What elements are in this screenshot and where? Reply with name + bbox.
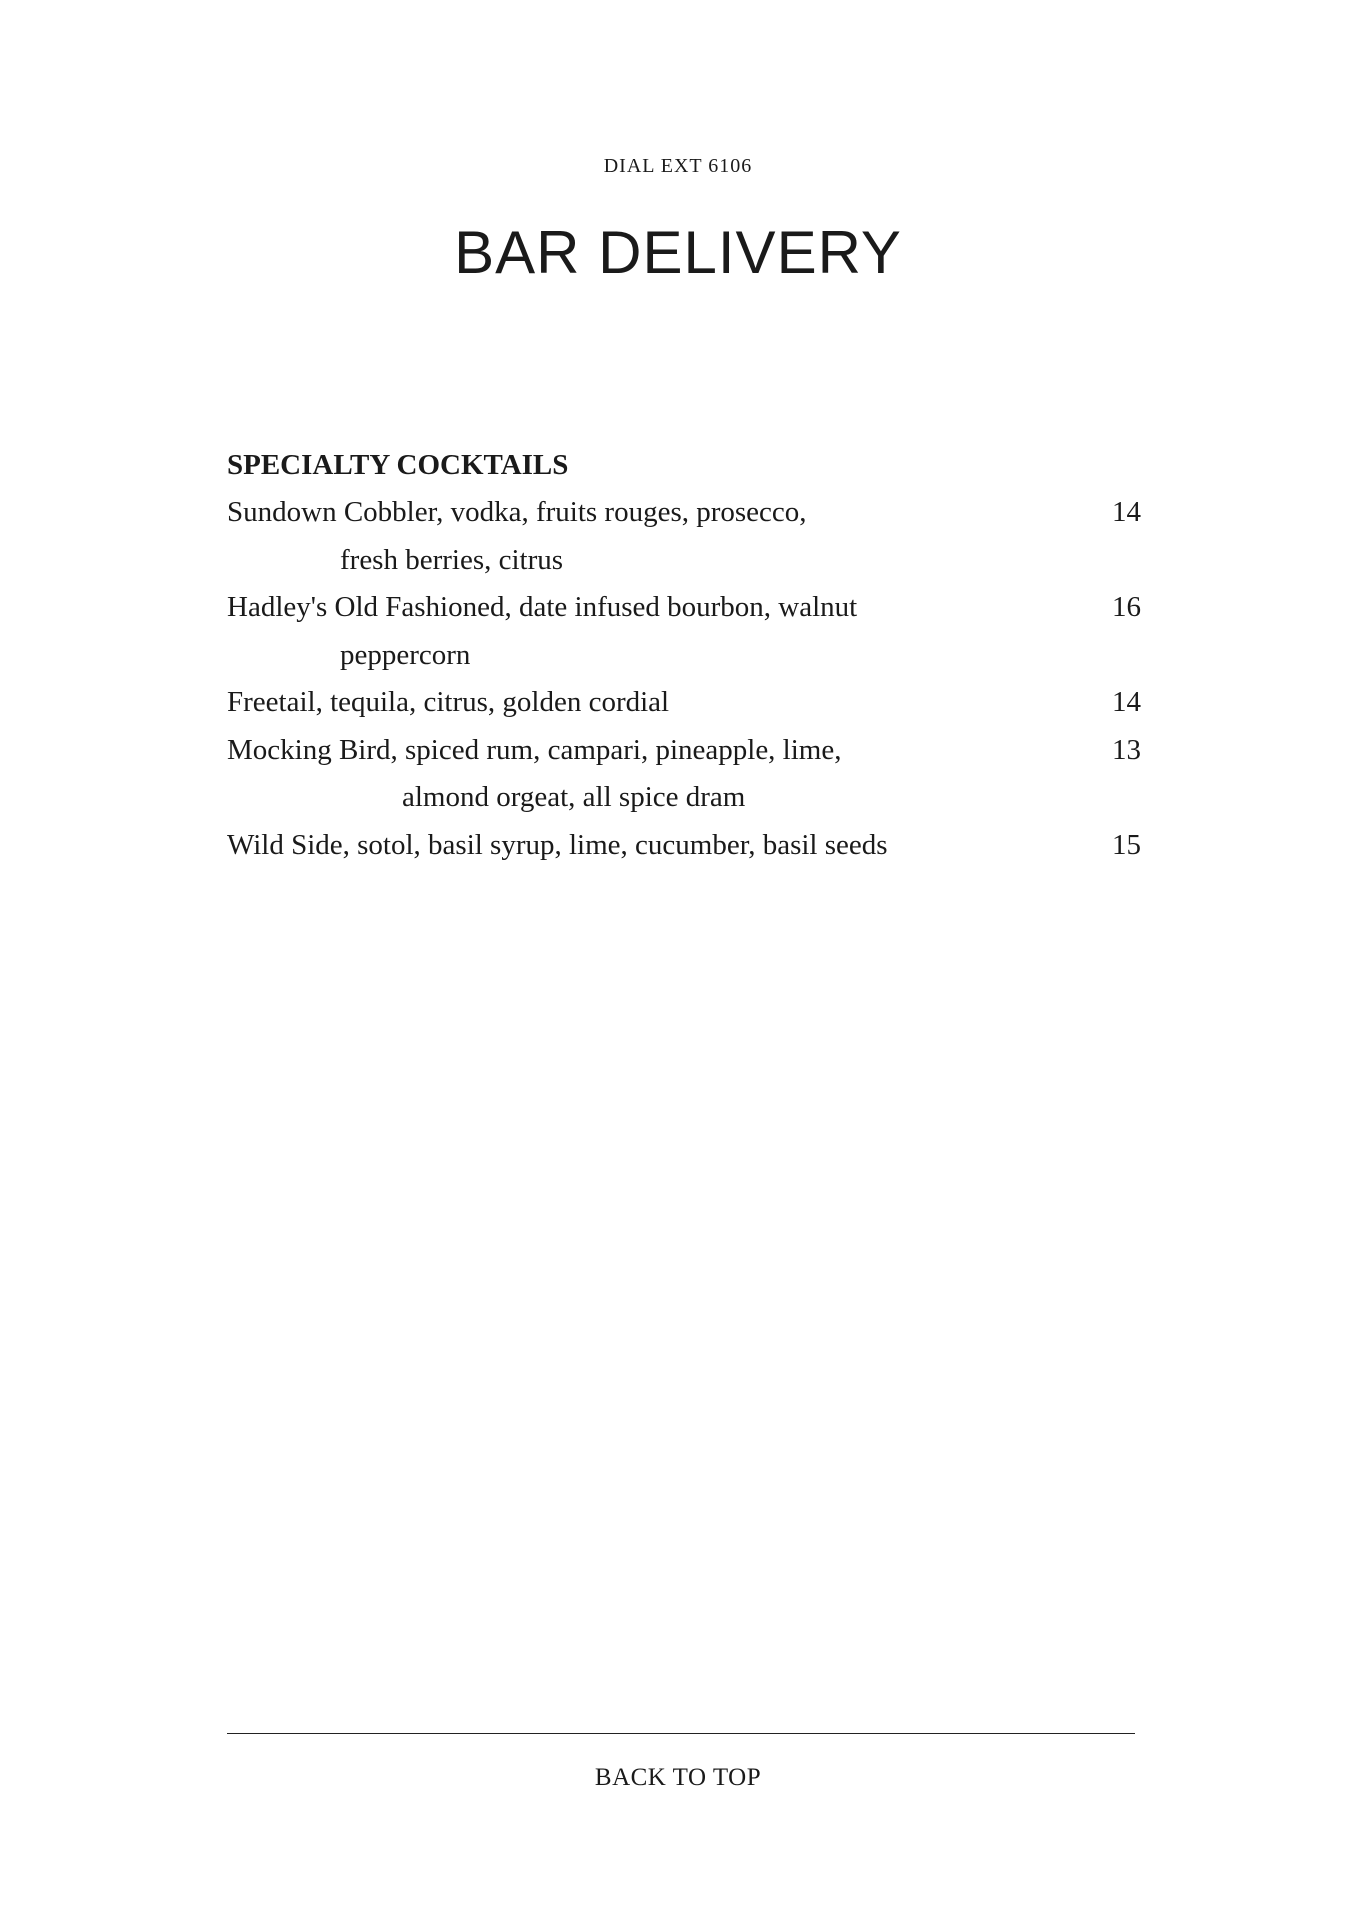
menu-item-mocking-bird	[227, 727, 1141, 822]
menu-item-description-continued: almond orgeat, all spice dram	[402, 781, 746, 813]
menu-item-description: Hadley's Old Fashioned, date infused bourbon, walnut	[227, 591, 858, 623]
menu-item-description-continued: fresh berries, citrus	[340, 543, 564, 576]
page-title: BAR DELIVERY	[454, 219, 902, 286]
menu-item-hadleys-old-fashioned	[227, 584, 1141, 679]
menu-item-price: 14	[1112, 686, 1141, 718]
menu-item-price: 13	[1112, 733, 1141, 766]
footer-divider	[227, 1733, 1135, 1734]
menu-item-description: Sundown Cobbler, vodka, fruits rouges, prosecco,	[227, 496, 807, 528]
specialty-cocktails-section	[227, 445, 1141, 869]
menu-item-price: 16	[1112, 591, 1141, 623]
menu-item-description-continued: peppercorn	[340, 638, 471, 671]
back-to-top-link[interactable]: BACK TO TOP	[594, 1764, 762, 1791]
menu-item-description: Mocking Bird, spiced rum, campari, pineapple, lime,	[227, 733, 842, 766]
menu-item-wild-side	[227, 822, 1141, 870]
menu-item-price: 14	[1112, 496, 1141, 528]
section-heading: SPECIALTY COCKTAILS	[227, 449, 569, 481]
menu-item-description: Freetail, tequila, citrus, golden cordial	[227, 686, 670, 718]
menu-item-freetail	[227, 679, 1141, 727]
menu-item-description: Wild Side, sotol, basil syrup, lime, cucumber, basil seeds	[227, 828, 888, 861]
menu-item-price: 15	[1112, 828, 1141, 861]
dial-extension: DIAL EXT 6106	[603, 155, 753, 177]
menu-item-sundown-cobbler	[227, 489, 1141, 584]
